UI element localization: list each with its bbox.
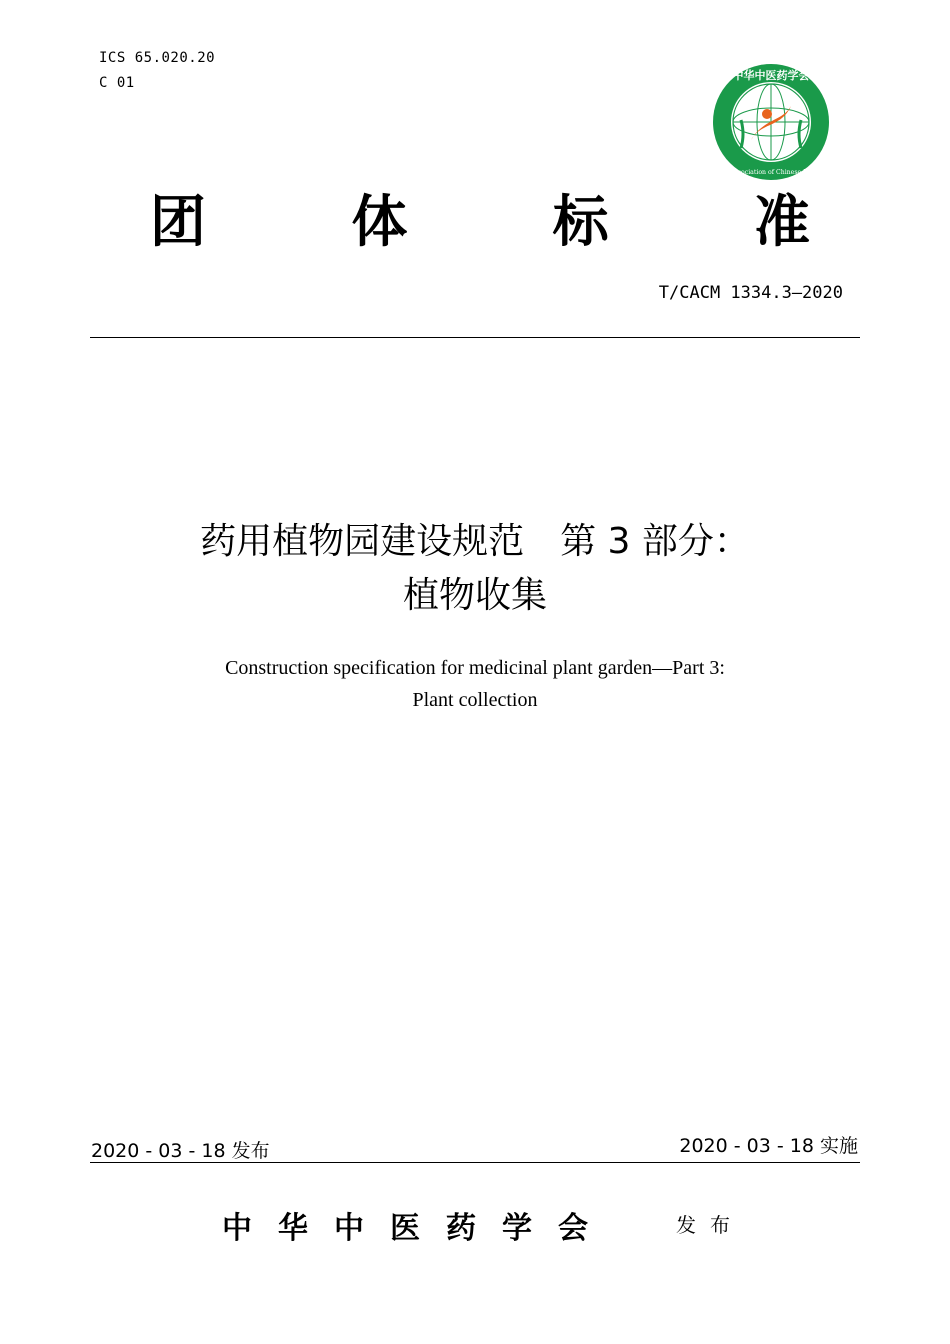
publisher-suffix: 发布	[676, 1213, 744, 1237]
top-divider	[90, 337, 860, 338]
ics-code: ICS 65.020.20	[99, 50, 216, 66]
doc-type-char: 标	[552, 190, 609, 255]
bottom-divider	[90, 1162, 860, 1163]
chinese-title	[0, 515, 950, 623]
document-type-heading	[150, 188, 810, 258]
ccs-code: C 01	[99, 75, 135, 91]
english-title	[0, 652, 950, 716]
standard-number: T/CACM 1334.3—2020	[658, 283, 843, 303]
issue-date: 2020 - 03 - 18 发布	[91, 1140, 270, 1162]
english-title-line2: Plant collection	[412, 689, 538, 711]
doc-type-char: 团	[150, 190, 206, 255]
logo-center-text: 中华中医药学会	[732, 69, 810, 82]
publisher-name: 中华中医药学会	[222, 1211, 614, 1246]
chinese-title-line1: 药用植物园建设规范 第 3 部分：	[200, 521, 750, 562]
doc-type-char: 准	[753, 190, 810, 255]
logo-ring-text: China Association of Chinese Medicine	[711, 169, 831, 176]
implementation-date: 2020 - 03 - 18 实施	[679, 1135, 858, 1157]
english-title-line1: Construction specification for medicinal plant garden—Part 3:	[225, 657, 725, 679]
association-logo	[711, 62, 831, 182]
chinese-title-line2: 植物收集	[402, 575, 547, 616]
doc-type-char: 体	[351, 190, 408, 255]
